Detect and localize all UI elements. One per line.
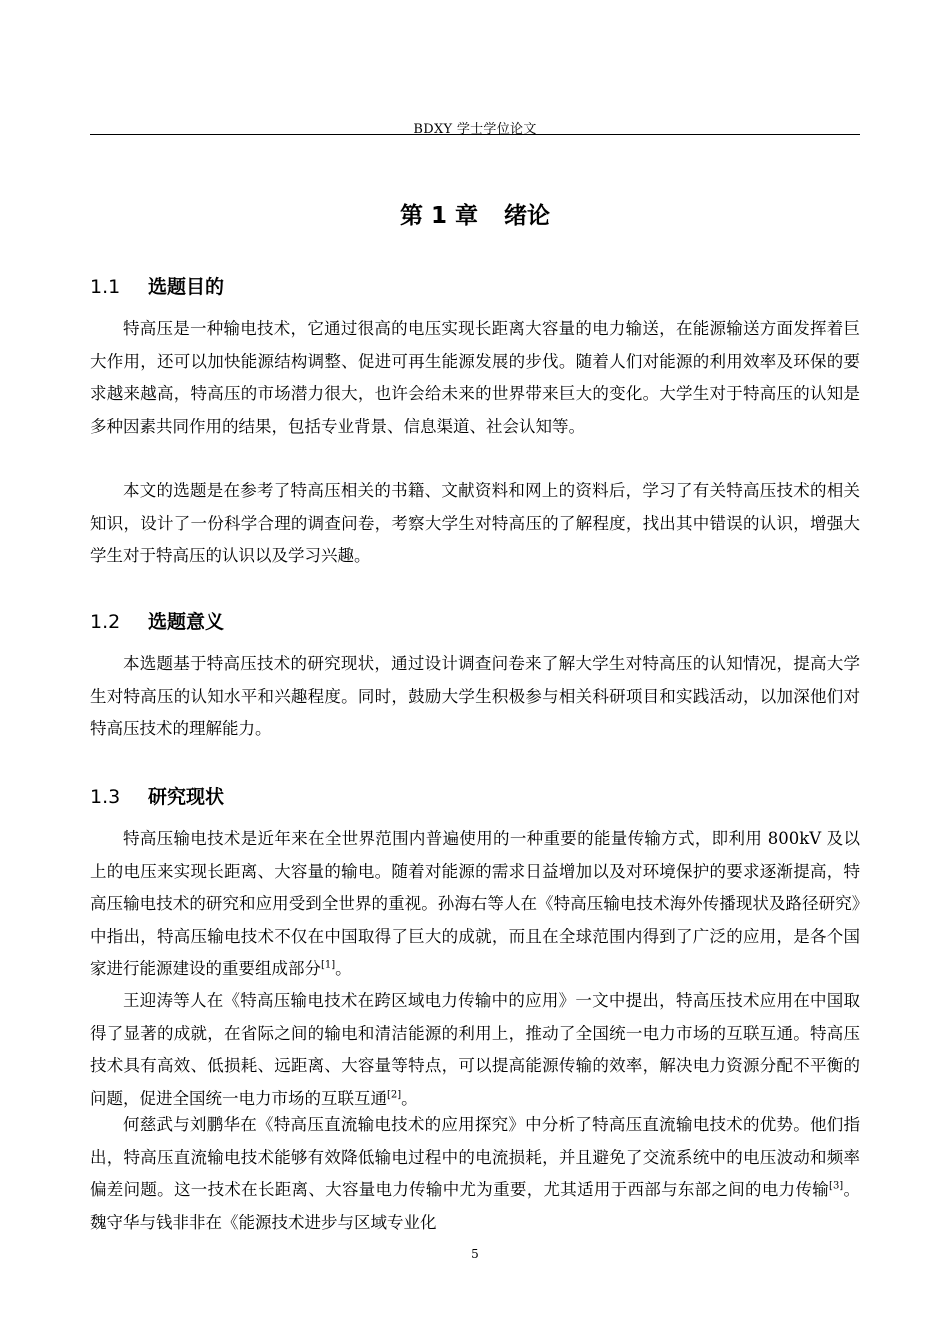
section-heading-1-2: [90, 608, 860, 636]
paragraph-end: 。: [401, 1088, 418, 1108]
chapter-heading: [90, 199, 860, 233]
section-number: 1.1: [90, 276, 121, 298]
paragraph: [90, 1109, 860, 1239]
paragraph: 本文的选题是在参考了特高压相关的书籍、文献资料和网上的资料后，学习了有关特高压技术的相关知识，设计了一份科学合理的调查问卷，考察大学生对特高压的了解程度，找出其中错误的认识，增强大学生对于特高压的认识以及学习兴趣。: [90, 481, 860, 565]
paragraph-end: 。魏守华与钱非非在《能源技术进步与区域专业化: [90, 1180, 861, 1232]
citation-ref: [2]: [387, 1089, 402, 1100]
section-heading-1-1: [90, 273, 860, 301]
section-title: 选题目的: [148, 276, 225, 298]
paragraph-end: 。: [335, 959, 352, 978]
paragraph-text: 特高压输电技术是近年来在全世界范围内普遍使用的一种重要的能量传输方式，即利用 800kV 及以上的电压来实现长距离、大容量的输电。随着对能源的需求日益增加以及对环境保护的要求逐渐提高，特高压输电技术的研究和应用受到全世界的重视。孙海右等人在《特高压输电技术海外传播现状及路径研究》中指出，特高压输电技术不仅在中国取得了巨大的成就，而且在全球范围内得到了广泛的应用，是各个国家进行能源建设的重要组成部分: [90, 829, 860, 978]
paragraph-text: 王迎涛等人在《特高压输电技术在跨区域电力传输中的应用》一文中提出，特高压技术应用在中国取得了显著的成就，在省际之间的输电和清洁能源的利用上，推动了全国统一电力市场的互联互通。特高压技术具有高效、低损耗、远距离、大容量等特点，可以提高能源传输的效率，解决电力资源分配不平衡的问题，促进全国统一电力市场的互联互通: [90, 991, 860, 1108]
paragraph: [90, 823, 860, 986]
header-rule: [90, 134, 860, 135]
page-number: 5: [471, 1247, 479, 1261]
chapter-number: 第 1 章: [399, 203, 479, 229]
running-header: BDXY 学士学位论文: [413, 122, 537, 137]
section-title: 研究现状: [148, 786, 225, 808]
chapter-title: 绪论: [504, 203, 551, 229]
section-number: 1.3: [90, 786, 121, 808]
paragraph-text: 何慈武与刘鹏华在《特高压直流输电技术的应用探究》中分析了特高压直流输电技术的优势。他们指出，特高压直流输电技术能够有效降低输电过程中的电流损耗，并且避免了交流系统中的电压波动和频率偏差问题。这一技术在长距离、大容量电力传输中尤为重要，尤其适用于西部与东部之间的电力传输: [90, 1115, 860, 1199]
citation-ref: [1]: [321, 959, 336, 971]
section-title: 选题意义: [148, 611, 225, 633]
paragraph: 本选题基于特高压技术的研究现状，通过设计调查问卷来了解大学生对特高压的认知情况，提高大学生对特高压的认知水平和兴趣程度。同时，鼓励大学生积极参与相关科研项目和实践活动，以加深他们对特高压技术的理解能力。: [90, 654, 860, 738]
paragraph: [90, 985, 860, 1115]
paragraph: 特高压是一种输电技术，它通过很高的电压实现长距离大容量的电力输送，在能源输送方面发挥着巨大作用，还可以加快能源结构调整、促进可再生能源发展的步伐。随着人们对能源的利用效率及环保的要求越来越高，特高压的市场潜力很大，也许会给未来的世界带来巨大的变化。大学生对于特高压的认知是多种因素共同作用的结果，包括专业背景、信息渠道、社会认知等。: [90, 319, 860, 436]
citation-ref: [3]: [829, 1180, 844, 1192]
section-number: 1.2: [90, 611, 121, 633]
section-heading-1-3: [90, 783, 860, 811]
